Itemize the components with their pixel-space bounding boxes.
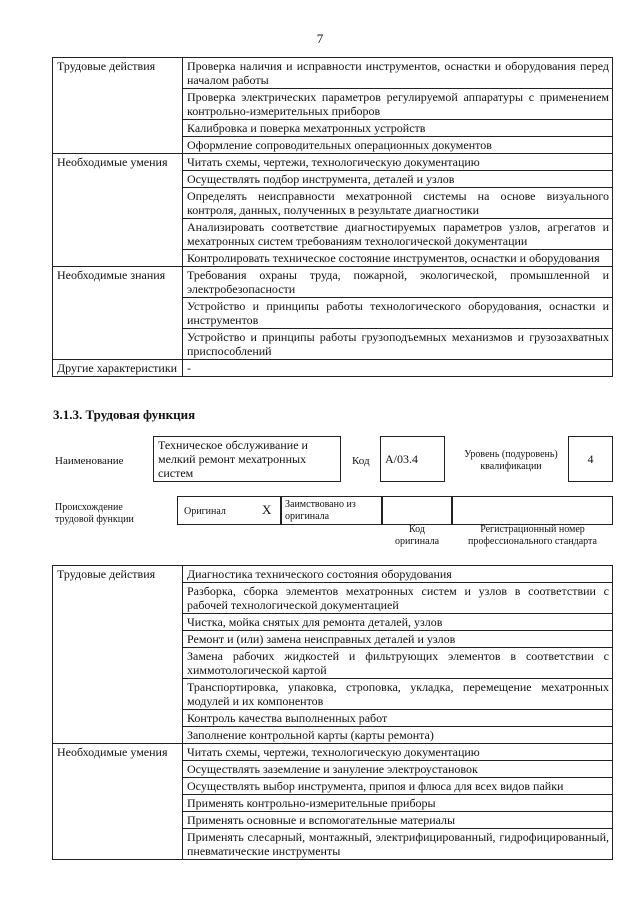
code-value-box: A/03.4 [380, 436, 445, 482]
row-item: Применять контрольно-измерительные приборы [183, 795, 613, 812]
row-item: Замена рабочих жидкостей и фильтрующих элементов в соответствии с химмотологической картой [183, 648, 613, 679]
original-label: Оригинал [184, 506, 226, 517]
section-title: 3.1.3. Трудовая функция [53, 407, 196, 422]
table-row [53, 58, 613, 89]
row-item: - [183, 360, 613, 377]
table-row [53, 267, 613, 298]
level-label: Уровень (подуровень) квалификации [464, 449, 558, 472]
row-item: Заполнение контрольной карты (карты ремонта) [183, 727, 613, 744]
row-label: Необходимые умения [53, 154, 183, 267]
row-label: Трудовые действия [53, 58, 183, 154]
origin-label: Происхождение трудовой функции [55, 502, 134, 525]
row-item: Чистка, мойка снятых для ремонта деталей, узлов [183, 614, 613, 631]
row-item: Анализировать соответствие диагностируемых параметров узлов, агрегатов и мехатронных систем требованиям технологической документации [183, 219, 613, 250]
name-label: Наименование [55, 455, 124, 467]
row-item: Устройство и принципы работы технологического оборудования, оснастки и инструментов [183, 298, 613, 329]
row-item: Контроль качества выполненных работ [183, 710, 613, 727]
row-item: Диагностика технического состояния оборудования [183, 566, 613, 583]
table-row [53, 744, 613, 761]
row-item: Устройство и принципы работы грузоподъемных механизмов и грузозахватных приспособлений [183, 329, 613, 360]
row-item: Калибровка и поверка мехатронных устройств [183, 120, 613, 137]
row-item: Требования охраны труда, пожарной, экологической, промышленной и электробезопасности [183, 267, 613, 298]
row-item: Осуществлять подбор инструмента, деталей и узлов [183, 171, 613, 188]
code-label: Код [352, 455, 370, 467]
page-number: 7 [316, 31, 324, 46]
reg-number-caption: Регистрационный номер профессионального стандарта [468, 524, 597, 547]
row-item: Транспортировка, упаковка, строповка, укладка, перемещение мехатронных модулей и их компонентов [183, 679, 613, 710]
code-original-box [382, 496, 452, 525]
row-item: Ремонт и (или) замена неисправных деталей и узлов [183, 631, 613, 648]
labor-actions-table-1 [52, 57, 613, 377]
row-label: Другие характеристики [53, 360, 183, 377]
row-label: Трудовые действия [53, 566, 183, 744]
original-box [177, 496, 281, 525]
reg-number-box [452, 496, 613, 525]
row-item: Контролировать техническое состояние инструментов, оснастки и оборудования [183, 250, 613, 267]
function-name-box: Техническое обслуживание и мелкий ремонт мехатронных систем [153, 436, 341, 482]
row-item: Осуществлять заземление и зануление электроустановок [183, 761, 613, 778]
row-item: Осуществлять выбор инструмента, припоя и флюса для всех видов пайки [183, 778, 613, 795]
row-item: Применять основные и вспомогательные материалы [183, 812, 613, 829]
row-label: Необходимые знания [53, 267, 183, 360]
labor-actions-table-2 [52, 565, 613, 860]
row-item: Читать схемы, чертежи, технологическую документацию [183, 154, 613, 171]
table-row [53, 154, 613, 171]
row-item: Проверка наличия и исправности инструментов, оснастки и оборудования перед началом работы [183, 58, 613, 89]
row-item: Читать схемы, чертежи, технологическую документацию [183, 744, 613, 761]
row-item: Определять неисправности мехатронной системы на основе визуального контроля, данных, полученных в результате диагностики [183, 188, 613, 219]
table-row [53, 360, 613, 377]
table-row [53, 566, 613, 583]
row-item: Оформление сопроводительных операционных документов [183, 137, 613, 154]
row-label: Необходимые умения [53, 744, 183, 860]
row-item: Применять слесарный, монтажный, электрифицированный, гидрофицированный, пневматические инструменты [183, 829, 613, 860]
original-mark: X [262, 502, 272, 517]
level-value-box: 4 [568, 436, 613, 482]
borrowed-box: Заимствовано из оригинала [281, 496, 382, 525]
code-original-caption: Код оригинала [394, 524, 440, 547]
row-item: Разборка, сборка элементов мехатронных систем и узлов в соответствии с рабочей технологической документацией [183, 583, 613, 614]
row-item: Проверка электрических параметров регулируемой аппаратуры с применением контрольно-измерительных приборов [183, 89, 613, 120]
